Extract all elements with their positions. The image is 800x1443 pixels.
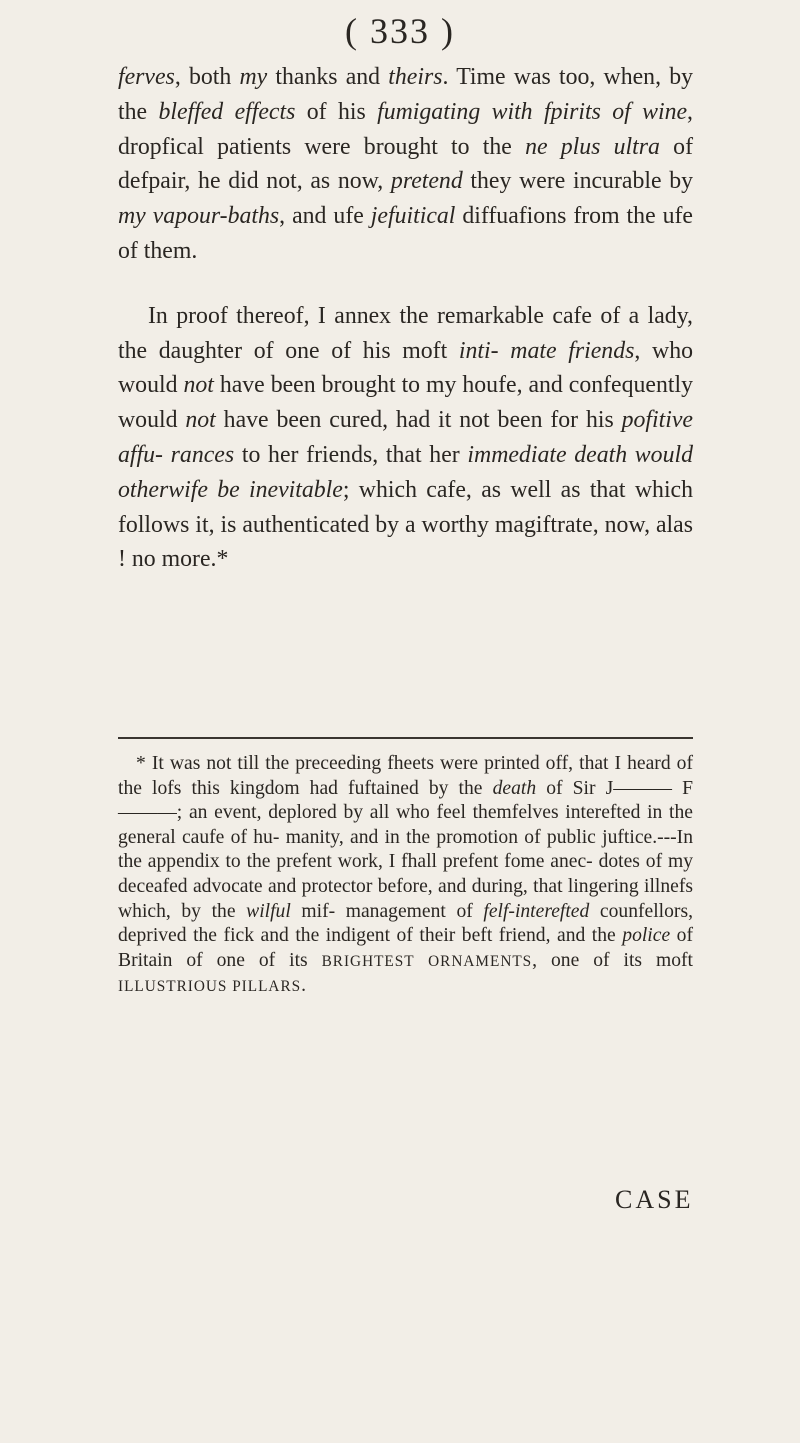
text-run: counfellors, deprived the — [118, 900, 693, 947]
italic-run: death — [492, 777, 537, 799]
text-run: of defpair, he did not, as now, — [118, 133, 693, 195]
catchword: CASE — [615, 1185, 694, 1214]
italic-run: police — [622, 925, 671, 947]
page-number: ( 333 ) — [345, 11, 455, 51]
text-run: * It was not till the preceeding fheets were printed off, — [136, 753, 574, 774]
text-run: , both — [174, 64, 240, 90]
text-line — [144, 238, 198, 264]
text-run: who feel themfelves interefted in the general caufe of hu- — [118, 802, 693, 848]
italic-run: rances — [170, 441, 235, 468]
text-run: , one of its — [532, 949, 643, 971]
italic-run: mate friends — [510, 337, 635, 364]
italic-run: not — [183, 372, 214, 399]
text-line — [224, 925, 693, 946]
text-line — [118, 64, 604, 90]
text-line — [118, 950, 656, 971]
text-run: . — [301, 975, 307, 997]
text-run: of his — [295, 98, 378, 125]
text-run: have — [215, 407, 269, 434]
text-run: . Time was too, — [442, 64, 596, 90]
text-run: magiftrate, now, alas ! no more.* — [118, 511, 693, 573]
text-run: management of — [345, 900, 484, 922]
italic-run: inti- — [458, 337, 499, 364]
main-text — [118, 60, 693, 577]
text-run: the — [482, 133, 526, 160]
text-run: In proof thereof, I annex the remarkable cafe — [148, 302, 592, 329]
italic-run: ferves — [118, 64, 175, 90]
text-run: of — [670, 925, 693, 947]
italic-run: not — [185, 407, 216, 434]
paragraph-1 — [118, 60, 693, 269]
italic-run: my — [239, 64, 268, 90]
italic-run: bleffed effects — [158, 98, 296, 125]
text-run: dotes of my deceafed advocate and protector before, and — [118, 851, 693, 897]
text-run: appendix to the prefent work, I fhall prefent fome anec- — [147, 851, 593, 873]
italic-run: ne plus ultra — [525, 133, 660, 160]
text-run: them. — [143, 237, 198, 264]
text-run: moft — [655, 949, 693, 971]
italic-run: theirs — [388, 64, 443, 90]
italic-run: fpirits of wine — [543, 98, 688, 125]
paragraph-2 — [118, 299, 693, 577]
text-run: thanks and — [267, 64, 389, 90]
text-run: diffuafions from the ufe of — [118, 203, 693, 264]
text-run: to my houfe, and confequently would — [118, 372, 693, 434]
footnote — [118, 752, 693, 1000]
text-run: fick and the indigent of their beft friend, and the — [223, 925, 623, 947]
text-run: of Sir J——— F———; an event, deplored by all — [118, 777, 693, 824]
italic-run: my vapour-baths — [118, 203, 280, 230]
text-run: ; which cafe, as well as that — [342, 476, 626, 503]
text-run: during, that lingering illnefs which, by the — [118, 875, 693, 922]
text-run: manity, and in the promotion of public juftice.---In the — [118, 826, 694, 873]
text-run: they were incurable by — [462, 168, 693, 195]
text-run: which follows it, is authenticated by a worthy — [118, 476, 694, 538]
italic-run: felf-interefted — [483, 900, 590, 922]
italic-run: fumigating with — [377, 98, 533, 125]
text-run: , dropfical patients were brought to — [118, 98, 693, 160]
text-line — [136, 753, 579, 774]
italic-run: pofitive affu- — [118, 407, 693, 468]
text-run: been cured, had it not been for his — [276, 407, 622, 434]
text-run: mif- — [290, 900, 336, 922]
text-run: Britain of one of its — [118, 949, 322, 971]
italic-run: immediate death would — [467, 441, 693, 468]
text-line — [118, 477, 635, 503]
text-line — [148, 303, 600, 329]
text-run: and ufe — [292, 203, 371, 230]
text-run: have been brought — [213, 372, 396, 399]
italic-run: wilful — [246, 900, 291, 922]
text-run: that I heard of the lofs this kingdom had fuftained by the — [118, 753, 693, 799]
text-run: to her friends, that her — [234, 441, 468, 468]
text-line — [171, 442, 693, 468]
text-line — [148, 851, 599, 872]
text-run: , — [279, 203, 286, 230]
italic-run: otherwife be inevitable — [118, 476, 343, 503]
footnote-paragraph — [118, 752, 693, 1000]
text-run: , who would — [118, 337, 693, 399]
footnote-divider — [118, 737, 693, 739]
italic-run: pretend — [390, 168, 463, 195]
small-caps-run: ILLUSTRIOUS PILLARS — [118, 978, 302, 996]
small-caps-run: BRIGHTEST ORNAMENTS — [321, 952, 533, 970]
italic-run: jefuitical — [370, 203, 456, 230]
text-run: when, by the — [118, 64, 694, 125]
text-run: of a lady, the daughter of one of his moft — [118, 302, 693, 364]
